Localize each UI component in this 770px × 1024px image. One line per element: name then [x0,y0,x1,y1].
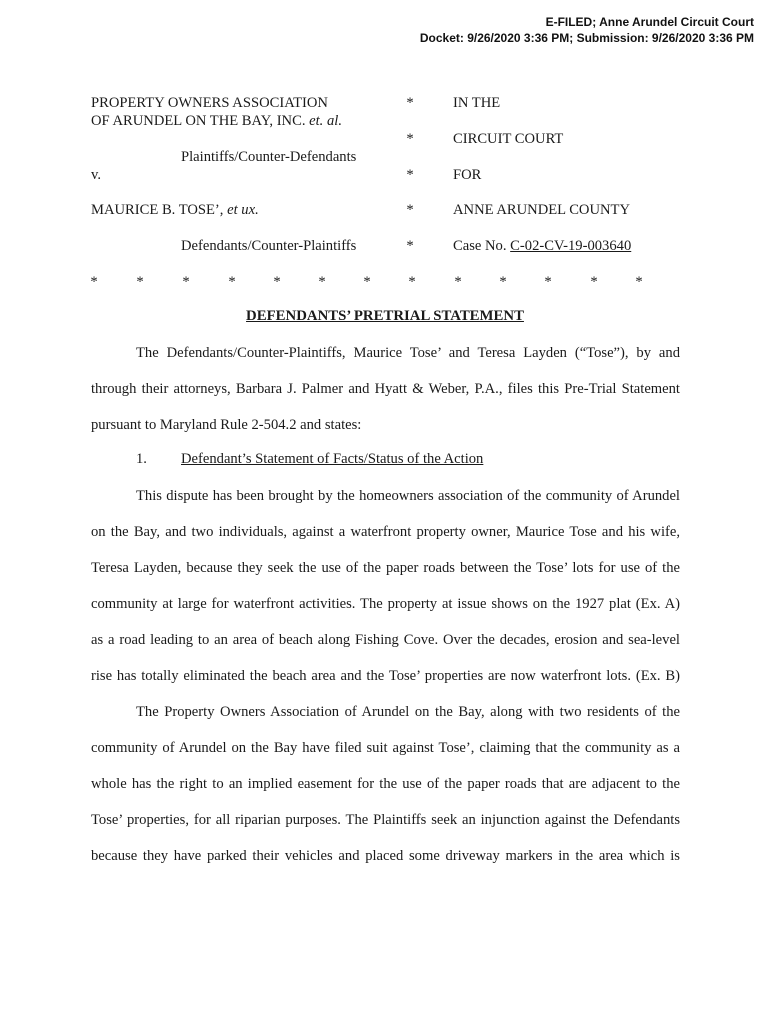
divider-asterisk: * [454,274,462,290]
paragraph-line: This dispute has been brought by the homeowners association of the community of Arundel [136,488,680,504]
divider-asterisk: * [363,274,371,290]
divider-asterisk: * [273,274,281,290]
divider-asterisk: * [635,274,643,290]
defendant-name-text: MAURICE B. TOSE’, [91,202,224,218]
document-title: DEFENDANTS’ PRETRIAL STATEMENT [246,308,524,324]
caption-asterisk: * [406,95,414,111]
paragraph-line: as a road leading to an area of beach along Fishing Cove. Over the decades, erosion and sea-level [91,632,680,648]
court-line-circuit-court: CIRCUIT COURT [453,131,564,147]
paragraph-line: community at large for waterfront activities. The property at issue shows on the 1927 plat (Ex. A) [91,596,680,612]
paragraph-line: because they have parked their vehicles and placed some driveway markers in the area which is [91,848,680,864]
plaintiff-name-text: OF ARUNDEL ON THE BAY, INC. [91,113,306,129]
paragraph-line: rise has totally eliminated the beach area and the Tose’ properties are now waterfront lots. (Ex. B) [91,668,680,684]
plaintiff-name-line2 [91,112,342,130]
defendant-name [91,201,259,219]
paragraph-line: pursuant to Maryland Rule 2-504.2 and states: [91,417,362,433]
paragraph-line: The Property Owners Association of Arundel on the Bay, along with two residents of the [136,704,680,720]
paragraph-line: whole has the right to an implied easement for the use of the paper roads that are adjacent to the [91,776,680,792]
case-number-value: C-02-CV-19-003640 [510,238,632,254]
divider-asterisk: * [136,274,144,290]
case-number-line [453,237,631,255]
versus-label: v. [91,167,101,183]
case-number-label: Case No. [453,238,507,254]
efiling-docket-line: Docket: 9/26/2020 3:36 PM; Submission: 9/26/2020 3:36 PM [419,31,754,45]
paragraph-line: through their attorneys, Barbara J. Palmer and Hyatt & Weber, P.A., files this Pre-Trial Statement [91,381,680,397]
section-heading [136,451,483,468]
paragraph-line: community of Arundel on the Bay have filed suit against Tose’, claiming that the community as a [91,740,680,756]
caption-asterisk: * [406,131,414,147]
section-heading-text: Defendant’s Statement of Facts/Status of the Action [181,451,484,467]
efiling-stamp [420,14,754,46]
divider-asterisk: * [90,274,98,290]
divider-asterisk: * [228,274,236,290]
intro-paragraph [91,344,680,452]
plaintiff-role: Plaintiffs/Counter-Defendants [181,149,357,165]
efiling-court-line: E-FILED; Anne Arundel Circuit Court [545,15,754,29]
paragraph-line: Tose’ properties, for all riparian purposes. The Plaintiffs seek an injunction against the Defendants [91,812,680,828]
divider-asterisk: * [408,274,416,290]
defendant-et-ux: et ux. [227,202,259,218]
paragraph-line: The Defendants/Counter-Plaintiffs, Maurice Tose’ and Teresa Layden (“Tose”), by and [136,345,680,361]
divider-asterisk: * [544,274,552,290]
court-line-for: FOR [453,167,482,183]
caption-asterisk: * [406,202,414,218]
court-line-in-the: IN THE [453,95,501,111]
divider-asterisk: * [590,274,598,290]
divider-asterisk: * [318,274,326,290]
caption-asterisk: * [406,238,414,254]
defendant-role: Defendants/Counter-Plaintiffs [181,238,357,254]
paragraph-line: on the Bay, and two individuals, against a waterfront property owner, Maurice Tose and his wife, [91,524,680,540]
section-number: 1. [136,451,147,467]
divider-asterisk: * [499,274,507,290]
divider-asterisk: * [182,274,190,290]
plaintiff-et-al: et. al. [309,113,342,129]
paragraph-line: Teresa Layden, because they seek the use of the paper roads between the Tose’ lots for use of the [91,560,680,576]
facts-paragraph [91,487,680,883]
plaintiff-name-line1: PROPERTY OWNERS ASSOCIATION [91,95,328,111]
court-line-county: ANNE ARUNDEL COUNTY [453,202,631,218]
caption-asterisk: * [406,167,414,183]
